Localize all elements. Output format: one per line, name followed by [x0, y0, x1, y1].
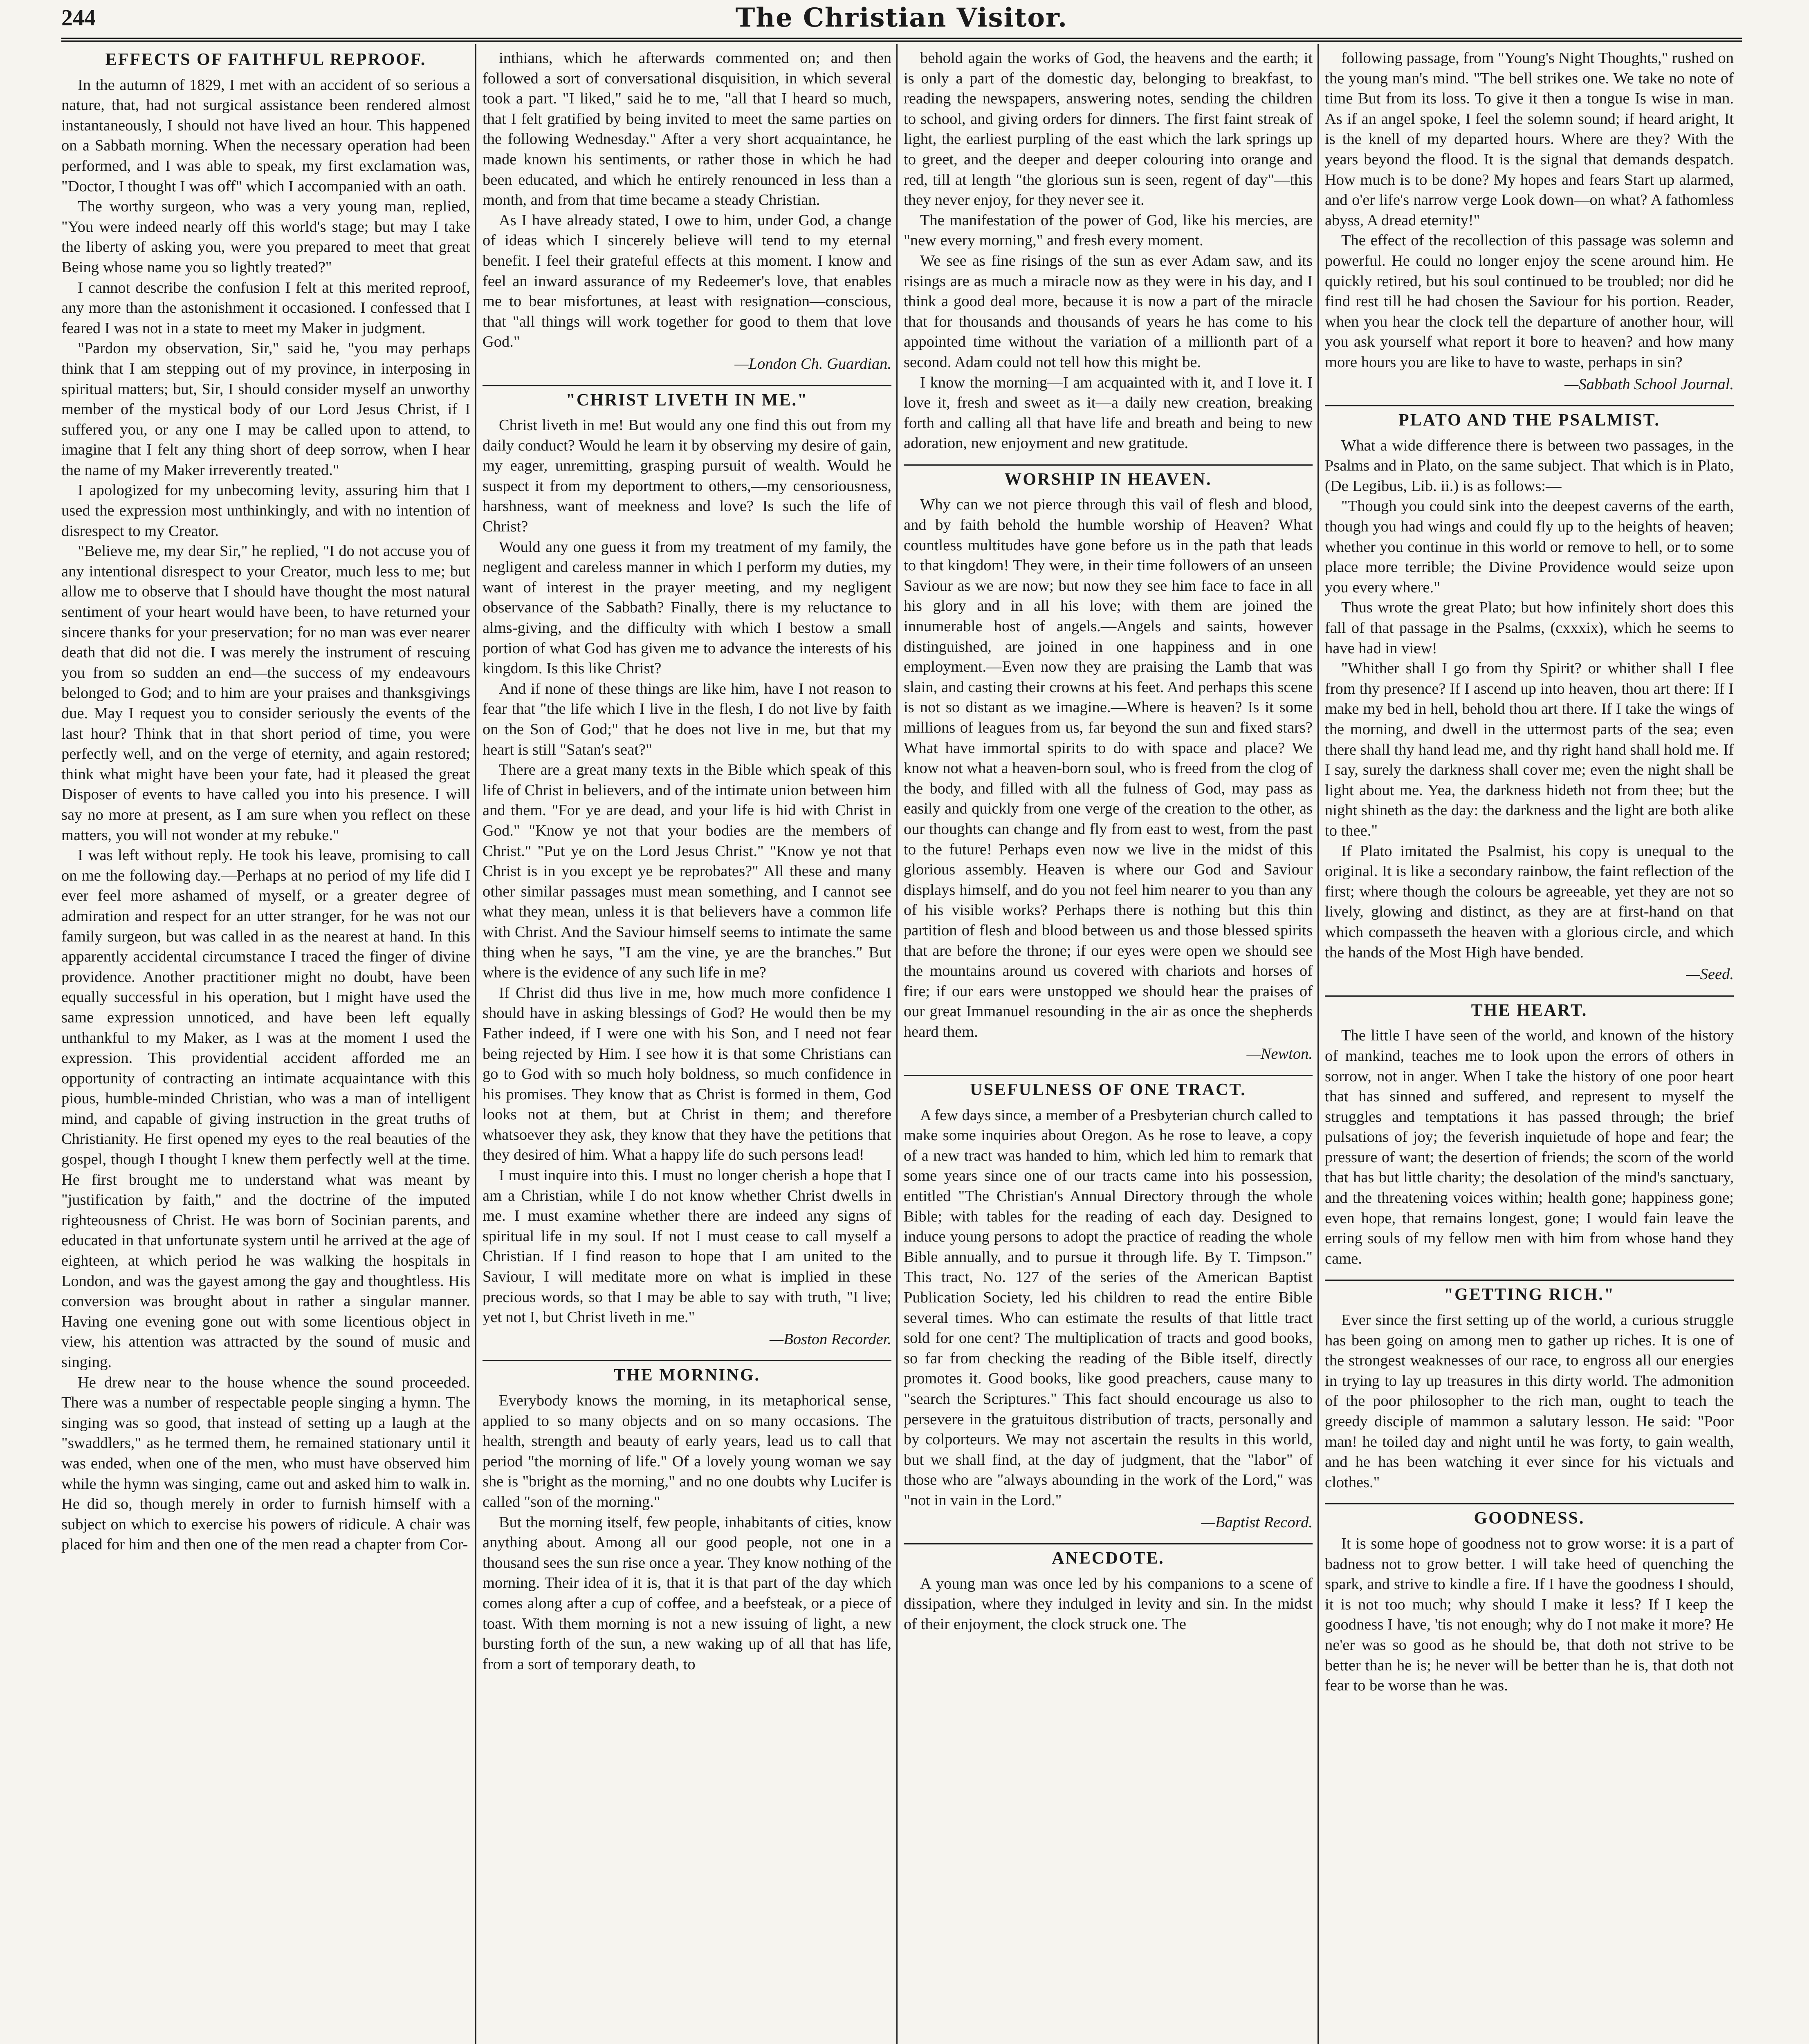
article-attribution: —Boston Recorder.: [770, 1330, 891, 1348]
article-paragraph: "Though you could sink into the deepest caverns of the earth, though you had wings and could fly up to the heights of heaven; whether you continue in this world or remove to hell, or to some place more terrible; the Divine Providence would seize upon you every where.": [1325, 498, 1734, 596]
article-paragraph: A young man was once led by his companions to a scene of dissipation, where they indulged in levity and sin. In the midst of their enjoyment, the clock struck one. The: [904, 1575, 1313, 1633]
article: [1325, 1503, 1734, 1696]
article-heading: ANECDOTE.: [904, 1543, 1313, 1569]
article: [904, 1543, 1313, 1634]
article-heading: THE HEART.: [1325, 995, 1734, 1021]
article: [904, 464, 1313, 1064]
article-paragraph: Why can we not pierce through this vail of flesh and blood, and by faith behold the humble worship of Heaven? What countless multitudes have gone before us in the path that leads to that kingdom! They were, in their time followers of an unseen Saviour as we are now; but now they see him face to face in all his glory and in all his love; with them are joined the innumerable host of angels.—Angels and saints, however distinguished, are joined in one happiness and in one employment.—Even now they are praising the Lamb that was slain, and casting their crowns at his feet. And perhaps this scene is not so distant as we imagine.—Where is heaven? Is it some millions of leagues from us, far beyond the sun and fixed stars? What have immortal spirits to do with space and place? We know not what a heaven-born soul, who is freed from the clog of the body, and filled with all the fulness of God, may pass as easily and quickly from one verge of the creation to the other, as our thoughts can change and fly from east to west, from the past to the future! Perhaps even now we live in the midst of this glorious assembly. Heaven is where our God and Saviour displays himself, and do you not feel him nearer to you than any of his visible works? Perhaps there is nothing but this thin partition of flesh and blood between us and those blessed spirits that are before the throne; if our eyes were open we should see the mountains around us covered with chariots and horses of fire; if our ears were unstopped we should hear the praises of our great Immanuel resounding in the air as once the shepherds heard them.: [904, 496, 1313, 1040]
article-paragraph: If Plato imitated the Psalmist, his copy is unequal to the original. It is like a secondary rainbow, the faint reflection of the first; where though the colours be agreeable, yet they are not so lively, glowing and distinct, as they are at first-hand on that which compasseth the heaven with a glorious circle, and which the hands of the Most High have bended.: [1325, 842, 1734, 961]
article-heading: "GETTING RICH.": [1325, 1280, 1734, 1305]
column-3: [904, 48, 1313, 2044]
article-paragraph: As I have already stated, I owe to him, under God, a change of ideas which I sincerely believe will tend to my eternal benefit. I feel their grateful effects at this moment. I know and feel an inward assurance of my Redeemer's love, that enables me to bear misfortunes, at least with resignation—conscious, that "all things will work together for good to them that love God.": [483, 211, 891, 351]
article-heading: WORSHIP IN HEAVEN.: [904, 464, 1313, 490]
column-2: [483, 48, 891, 2044]
article-paragraph: "Pardon my observation, Sir," said he, "you may perhaps think that I am stepping out of my province, in interposing in spiritual matters; but, Sir, I should consider myself an unworthy member of the mystical body of our Lord Jesus Christ, if I suffered you, or any one I may be called upon to attend, to imagine that I felt any thing short of deep sorrow, when I hear the name of my Maker irreverently treated.": [61, 340, 470, 479]
article-paragraph: But the morning itself, few people, inhabitants of cities, know anything about. Among all our good people, not one in a thousand sees the sun rise once a year. They know nothing of the morning. Their idea of it is, that it is that part of the day which comes along after a cup of coffee, and a beefsteak, or a piece of toast. With them morning is not a new issuing of light, a new bursting forth of the sun, a new waking up of all that has life, from a sort of temporary death, to: [483, 1513, 891, 1673]
masthead-title: The Christian Visitor.: [735, 2, 1068, 33]
article-paragraph: It is some hope of goodness not to grow worse: it is a part of badness not to grow better. I will take heed of quenching the spark, and strive to kindle a fire. If I have the goodness I should, it is not too much; why should I make it less? If I keep the goodness I have, 'tis not enough; why do I not make it more? He ne'er was so good as he should be, that doth not strive to be better than he is; he never will be better than he is, that doth not fear to be worse than he was.: [1325, 1535, 1734, 1694]
article-paragraph: The manifestation of the power of God, like his mercies, are "new every morning," and fresh every moment.: [904, 211, 1313, 249]
article-paragraph: He drew near to the house whence the sound proceeded. There was a number of respectable people singing a hymn. The singing was so good, that instead of setting up a laugh at the "swaddlers," as he termed them, he remained stationary until it was ended, when one of the men, who must have observed him while the hymn was singing, came out and asked him to walk in. He did so, though merely in order to furnish himself with a subject on which to exercise his powers of ridicule. A chair was placed for him and then one of the men read a chapter from Cor-: [61, 1374, 470, 1553]
article-paragraph: Thus wrote the great Plato; but how infinitely short does this fall of that passage in the Psalms, (cxxxix), which he seems to have had in view!: [1325, 599, 1734, 657]
article-attribution: —Sabbath School Journal.: [1564, 375, 1734, 393]
column-4: [1325, 48, 1734, 2044]
article-paragraph: I was left without reply. He took his leave, promising to call on me the following day.—Perhaps at no period of my life did I ever feel more ashamed of myself, or a greater degree of admiration and respect for an utter stranger, for he was not our family surgeon, but was called in as the nearest at hand. In this apparently accidental circumstance I traced the finger of divine providence. Another practitioner might no doubt, have been equally successful in his operation, but I might have used the same expression unnoticed, and have been left equally unthankful to my Maker, as I was at the moment I used the expression. This providential accident afforded me an opportunity of contracting an intimate acquaintance with this pious, humble-minded Christian, who was a man of intelligent mind, and capable of giving instruction in the great truths of Christianity. He first opened my eyes to the real beauties of the gospel, though I thought I knew them perfectly well at the time. He first brought me to understand what was meant by "justification by faith," and the doctrine of the imputed righteousness of Christ. He was born of Socinian parents, and educated in that unfortunate system until he arrived at the age of eighteen, at which period he was walking the hospitals in London, and was the gayest among the gay and thoughtless. His conversion was brought about in rather a singular manner. Having one evening gone out with some licentious object in view, his attention was attracted by the sound of music and singing.: [61, 847, 470, 1371]
article-heading: USEFULNESS OF ONE TRACT.: [904, 1075, 1313, 1100]
article-attribution: —London Ch. Guardian.: [734, 355, 891, 372]
article-heading: "CHRIST LIVETH IN ME.": [483, 385, 891, 411]
article-paragraph: following passage, from "Young's Night Thoughts," rushed on the young man's mind. "The bell strikes one. We take no note of time But from its loss. To give it then a tongue Is wise in man. As if an angel spoke, I feel the solemn sound; if heard aright, It is the knell of my departed hours. Where are they? With the years beyond the flood. It is the signal that demands despatch. How much is to be done? My hopes and fears Start up alarmed, and o'er life's narrow verge Look down—on what? A fathomless abyss, A dread eternity!": [1325, 49, 1734, 229]
article-heading: GOODNESS.: [1325, 1503, 1734, 1529]
article: [61, 50, 470, 1555]
column-1: [61, 48, 470, 2044]
article: [904, 48, 1313, 454]
article-paragraph: I know the morning—I am acquainted with it, and I love it. I love it, fresh and sweet as it—a daily new creation, breaking forth and calling all that have life and breath and being to new adoration, new enjoyment and new gratitude.: [904, 374, 1313, 452]
page-number: 244: [61, 5, 96, 31]
article-paragraph: There are a great many texts in the Bible which speak of this life of Christ in believers, and of the intimate union between him and them. "For ye are dead, and your life is hid with Christ in God." "Know ye not that your bodies are the members of Christ." "Put ye on the Lord Jesus Christ." "Know ye not that Christ is in you except ye be reprobates?" All these and many other similar passages must mean something, and I cannot see what they mean, unless it is that believers have a common life with Christ. And the Saviour himself seems to intimate the same thing when he says, "I am the vine, ye are the branches." But where is the evidence of any such life in me?: [483, 761, 891, 982]
column-divider: [475, 44, 476, 2044]
article-paragraph: In the autumn of 1829, I met with an accident of so serious a nature, that, had not surgical assistance been rendered almost instantaneously, I should not have lived an hour. This happened on a Sabbath morning. When the necessary operation had been performed, and I was able to speak, my first exclamation was, "Doctor, I thought I was off" which I accompanied with an oath.: [61, 76, 470, 195]
article-attribution: —Newton.: [1246, 1045, 1313, 1062]
article-paragraph: I apologized for my unbecoming levity, assuring him that I used the expression most unthinkingly, and with no intention of disrespect to my Creator.: [61, 482, 470, 540]
article: [483, 385, 891, 1350]
article-paragraph: We see as fine risings of the sun as ever Adam saw, and its risings are as much a miracle now as they were in his day, and I think a good deal more, because it is now a part of the miracle that for thousands and thousands of years he has come to his appointed time without the variation of a millionth part of a second. Adam could not tell how this might be.: [904, 252, 1313, 371]
article: [483, 48, 891, 374]
article-paragraph: "Whither shall I go from thy Spirit? or whither shall I flee from thy presence? If I ascend up into heaven, thou art there: If I make my bed in hell, behold thou art there. If I take the wings of the morning, and dwell in the uttermost parts of the sea; even there shall thy hand lead me, and thy right hand shall hold me. If I say, surely the darkness shall cover me; even the night shall be light about me. Yea, the darkness hideth not from thee; but the night shineth as the day: the darkness and the light are both alike to thee.": [1325, 660, 1734, 839]
article-paragraph: I cannot describe the confusion I felt at this merited reproof, any more than the astonishment it occasioned. I confessed that I feared I was not in a state to meet my Maker in judgment.: [61, 279, 470, 337]
article-paragraph: Everybody knows the morning, in its metaphorical sense, applied to so many objects and on so many occasions. The health, strength and beauty of early years, lead us to call that period "the morning of life." Of a lovely young woman we say she is "bright as the morning," and no one doubts why Lucifer is called "son of the morning.": [483, 1392, 891, 1511]
article-paragraph: behold again the works of God, the heavens and the earth; it is only a part of the domestic day, belonging to breakfast, to reading the newspapers, answering notes, sending the children to school, and giving orders for dinners. The first faint streak of light, the earliest purpling of the east which the lark springs up to greet, and the deeper and deeper colouring into orange and red, till at length "the glorious sun is seen, regent of day"—this they never enjoy, for they never see it.: [904, 49, 1313, 209]
article-paragraph: I must inquire into this. I must no longer cherish a hope that I am a Christian, while I do not know whether Christ dwells in me. I must examine whether there are indeed any signs of spiritual life in my soul. If not I must cease to call myself a Christian. If I find reason to hope that I am united to the Saviour, I will meditate more on what is implied in these precious words, so that I may be able to say with truth, "I live; yet not I, but Christ liveth in me.": [483, 1167, 891, 1326]
article: [483, 1360, 891, 1674]
article-attribution: —Seed.: [1686, 966, 1734, 983]
article-attribution: —Baptist Record.: [1201, 1513, 1313, 1531]
article-heading: PLATO AND THE PSALMIST.: [1325, 405, 1734, 431]
article-heading: THE MORNING.: [483, 1360, 891, 1386]
article-paragraph: The effect of the recollection of this passage was solemn and powerful. He could no longer enjoy the scene around him. He quickly retired, but his soul continued to be troubled; nor did he find rest till he had chosen the Saviour for his portion. Reader, when you hear the clock tell the departure of another hour, will you ask yourself what report it bore to heaven? and how many more hours you are like to have to waste, perhaps in sin?: [1325, 232, 1734, 371]
article-paragraph: inthians, which he afterwards commented on; and then followed a sort of conversational disquisition, in which several took a part. "I liked," said he to me, "all that I heard so much, that I felt gratified by being invited to meet the same parties on the following Wednesday." After a very short acquaintance, he made known his sentiments, or rather those in which he had been educated, and which he entirely renounced in less than a month, and from that time became a steady Christian.: [483, 49, 891, 209]
article-paragraph: Ever since the first setting up of the world, a curious struggle has been going on among men to gather up riches. It is one of the strongest weaknesses of our race, to engross all our energies in trying to lay up treasures in this dirty world. The admonition of the poor philosopher to the rich man, ought to teach the greedy disciple of mammon a salutary lesson. He said: "Poor man! he toiled day and night until he was forty, to gain wealth, and he has been watching it ever since for his victuals and clothes.": [1325, 1311, 1734, 1491]
article: [1325, 995, 1734, 1269]
article: [1325, 48, 1734, 394]
article: [1325, 1280, 1734, 1493]
article-paragraph: If Christ did thus live in me, how much more confidence I should have in asking blessings of God? He would then be my Father indeed, if I were one with his Son, and I need not fear being rejected by Him. I see how it is that some Christians can go to God with so much holy boldness, so much confidence in his promises. They know that as Christ is formed in them, God looks not at them, but at Christ in them; and therefore whatsoever they ask, they know that they have the petitions that they desired of him. What a happy life do such persons lead!: [483, 984, 891, 1164]
article-paragraph: What a wide difference there is between two passages, in the Psalms and in Plato, on the same subject. That which is in Plato, (De Legibus, Lib. ii.) is as follows:—: [1325, 437, 1734, 495]
article-paragraph: The little I have seen of the world, and known of the history of mankind, teaches me to look upon the errors of others in sorrow, not in anger. When I take the history of one poor heart that has sinned and suffered, and represent to myself the struggles and temptations it has passed through; the brief pulsations of joy; the feverish inquietude of hope and fear; the pressure of want; the desertion of friends; the scorn of the world that has but little charity; the desolation of the mind's sanctuary, and the threatening voices within; health gone; happiness gone; even hope, that remains longest, gone; I would fain leave the erring souls of my fellow men with him from whose hand they came.: [1325, 1027, 1734, 1267]
article: [1325, 405, 1734, 985]
article-paragraph: Christ liveth in me! But would any one find this out from my daily conduct? Would he learn it by observing my desire of gain, my eager, unremitting, grasping pursuit of wealth. Would he suspect it from my deportment to others,—my censoriousness, harshness, want of meekness and love? Is such the life of Christ?: [483, 417, 891, 536]
article-heading: EFFECTS OF FAITHFUL REPROOF.: [105, 50, 426, 69]
article-paragraph: A few days since, a member of a Presbyterian church called to make some inquiries about Oregon. As he rose to leave, a copy of a new tract was handed to him, which led him to remark that some years since one of our tracts came into his possession, entitled "The Christian's Annual Directory through the whole Bible; with tables for the reading of each day. Designed to induce young persons to adopt the practice of reading the whole Bible annually, and to pursue it through life. By T. Timpson." This tract, No. 127 of the series of the American Baptist Publication Society, led his children to read the entire Bible several times. Who can estimate the results of that little tract sold for one cent? The multiplication of tracts and good books, so far from checking the reading of the Bible itself, directly promotes it. Good books, like good preachers, cause many to "search the Scriptures." This fact should encourage us also to persevere in the gratuitous distribution of tracts, personally and by colporteurs. We may not ascertain the results in this world, but we shall find, at the day of judgment, that the "labor" of those who are "always abounding in the work of the Lord," was "not in vain in the Lord.": [904, 1106, 1313, 1509]
article-paragraph: The worthy surgeon, who was a very young man, replied, "You were indeed nearly off this world's stage; but may I take the liberty of asking you, were you prepared to meet that great Being whose name you so lightly treated?": [61, 198, 470, 276]
column-divider: [1317, 44, 1319, 2044]
article-paragraph: "Believe me, my dear Sir," he replied, "I do not accuse you of any intentional disrespect to your Creator, much less to me; but allow me to observe that I should have thought the most natural sentiment of your heart would have been, to have returned your sincere thanks for your preservation; for no man was ever nearer death that did not die. I was merely the instrument of rescuing you from so sudden an end—the success of my endeavours belonged to God; and to him are your praises and thanksgivings due. May I request you to consider seriously the events of the last hour? Think that in that short period of time, you were perfectly well, and on the verge of eternity, and again restored; think what might have been your fate, had it pleased the great Disposer of events to have called you into his presence. I will say no more at present, as I am sure when you reflect on these matters, you will not wonder at my rebuke.": [61, 542, 470, 844]
article: [904, 1075, 1313, 1533]
column-divider: [896, 44, 898, 2044]
running-head: [61, 2, 1742, 42]
article-paragraph: Would any one guess it from my treatment of my family, the negligent and careless manner in which I perform my duties, my want of interest in the prayer meeting, and my negligent observance of the Sabbath? Finally, there is my reluctance to alms-giving, and the difficulty with which I bestow a small portion of what God has given me to advance the interests of his kingdom. Is this like Christ?: [483, 538, 891, 677]
article-paragraph: And if none of these things are like him, have I not reason to fear that "the life which I live in the flesh, I do not live by faith on the Son of God;" that he does not live in me, but that my heart is still "Satan's seat?": [483, 680, 891, 758]
